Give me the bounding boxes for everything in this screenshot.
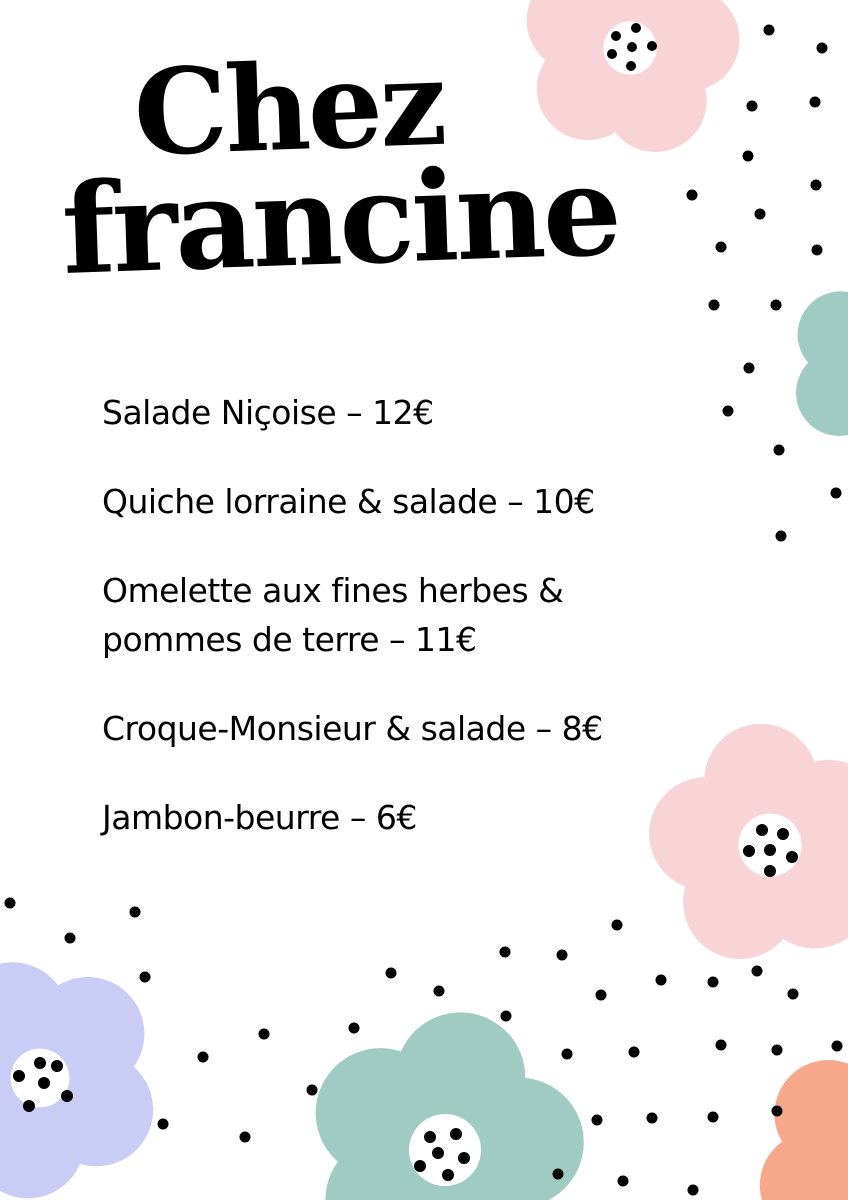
flower-petals xyxy=(720,1003,848,1200)
restaurant-name-line1: Chez xyxy=(131,32,446,183)
lavender-flower-bottom-left xyxy=(0,917,194,1200)
peach-flower-bottom-right xyxy=(720,1003,848,1200)
flower-petals xyxy=(767,247,848,474)
menu-item-jambon-beurre: Jambon-beurre – 6€ xyxy=(102,798,417,837)
menu-item-quiche-lorraine: Quiche lorraine & salade – 10€ xyxy=(102,482,595,521)
menu-list xyxy=(102,388,702,882)
teal-flower-bottom xyxy=(286,986,606,1200)
menu-item-croque-monsieur: Croque-Monsieur & salade – 8€ xyxy=(102,709,603,748)
restaurant-name xyxy=(59,32,622,303)
teal-flower-right xyxy=(767,247,848,474)
menu-item-salade-nicoise: Salade Niçoise – 12€ xyxy=(102,393,434,432)
menu-item-omelette: Omelette aux fines herbes & pommes de terre – 11€ xyxy=(102,571,564,659)
restaurant-name-line2: francine xyxy=(59,138,622,303)
